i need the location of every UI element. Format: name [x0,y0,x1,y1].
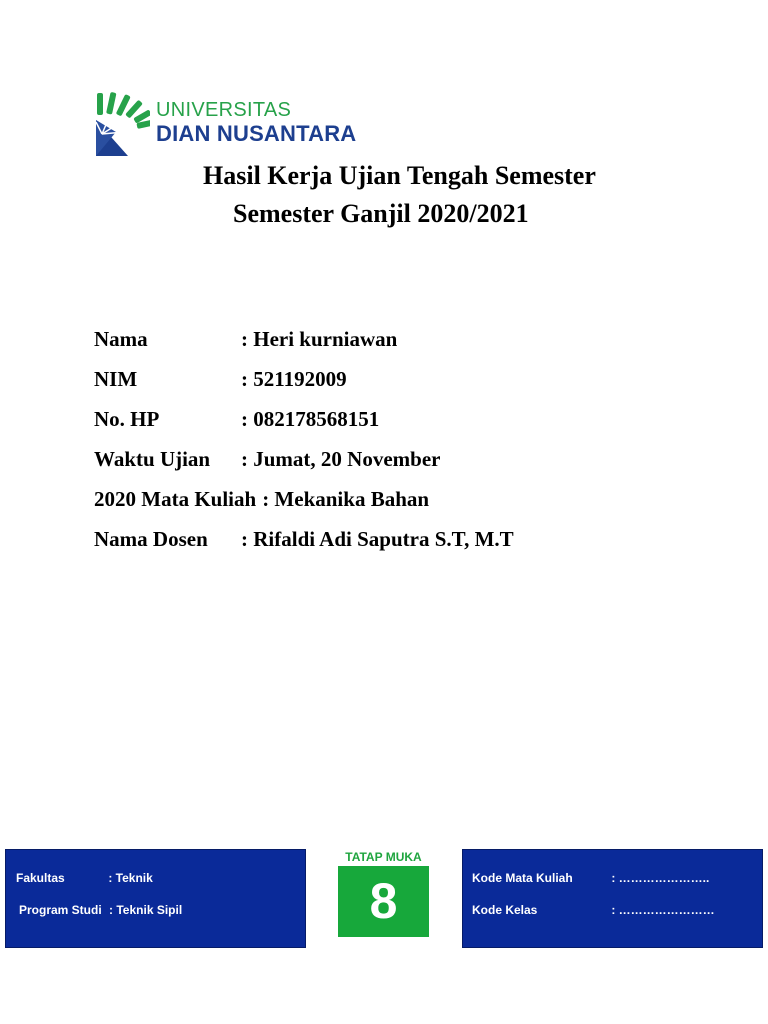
logo-universitas-text: UNIVERSITAS [156,99,292,121]
info-row-waktu [94,447,514,487]
nama-label: Nama [94,327,148,351]
prodi-row [19,903,182,917]
info-row-nim [94,367,514,407]
kode-mk-label: Kode Mata Kuliah [472,871,573,885]
document-title: Hasil Kerja Ujian Tengah Semester [203,161,596,190]
info-row-nama [94,327,514,367]
matkul-label: 2020 Mata Kuliah [94,487,257,511]
sunburst-logo-icon [94,92,150,158]
waktu-value: : Jumat, 20 November [241,447,441,471]
fakultas-row [16,871,153,885]
hp-value: : 082178568151 [241,407,380,431]
info-row-matkul [94,487,514,527]
tatap-muka-label: TATAP MUKA [345,850,422,864]
prodi-label: Program Studi [19,903,102,917]
info-row-hp [94,407,514,447]
dosen-label: Nama Dosen [94,527,208,551]
student-info [94,327,514,567]
kode-mk-value: : ………………….. [611,871,710,885]
university-logo [94,92,364,158]
document-subtitle: Semester Ganjil 2020/2021 [233,199,529,228]
waktu-label: Waktu Ujian [94,447,211,471]
tatap-muka-number: 8 [338,866,429,937]
fakultas-value: : Teknik [108,871,153,885]
faculty-info-box [5,849,306,948]
nama-value: : Heri kurniawan [241,327,398,351]
fakultas-label: Fakultas [16,871,65,885]
kode-kelas-label: Kode Kelas [472,903,538,917]
tatap-muka-badge [338,849,429,937]
course-code-box [462,849,763,948]
kode-mk-row [472,871,709,885]
prodi-value: : Teknik Sipil [109,903,183,917]
nim-value: : 521192009 [241,367,347,391]
hp-label: No. HP [94,407,160,431]
logo-university-name: DIAN NUSANTARA [156,121,357,146]
nim-label: NIM [94,367,138,391]
kode-kelas-row [472,903,715,917]
dosen-value: : Rifaldi Adi Saputra S.T, M.T [241,527,514,551]
kode-kelas-value: : …………………… [611,903,715,917]
info-row-dosen [94,527,514,567]
matkul-value: : Mekanika Bahan [262,487,430,511]
